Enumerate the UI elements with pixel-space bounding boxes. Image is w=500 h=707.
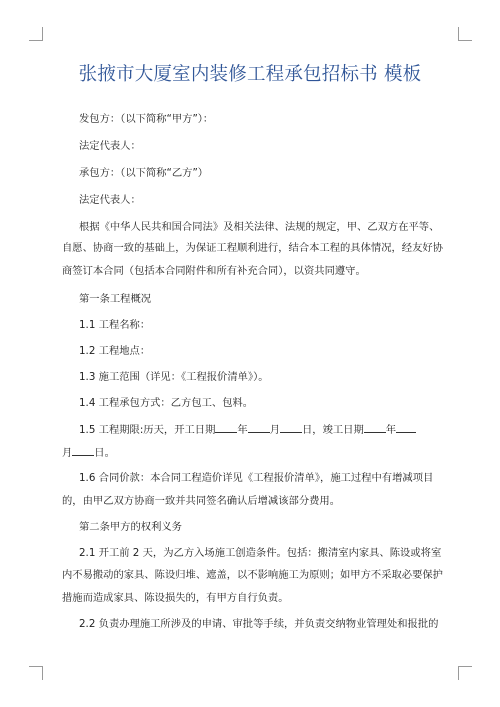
end-year-blank <box>364 422 386 433</box>
clause-1-5-line-1 <box>79 422 416 437</box>
party-a-representative-line: 法定代表人： <box>79 140 141 152</box>
month-label: 月 <box>62 447 73 459</box>
start-year-blank <box>215 422 237 433</box>
party-b-line: 承包方：（以下简称“乙方”） <box>79 167 209 179</box>
start-month-blank <box>248 422 270 433</box>
clause-1-5-line-2 <box>62 445 115 460</box>
clause-1-5-lead: 1.5 工程期限:历天，开工日期 <box>79 424 216 436</box>
party-b-representative-line: 法定代表人： <box>79 194 141 206</box>
month-label: 月 <box>269 424 280 436</box>
clause-1-4: 1.4 工程承包方式：乙方包工、包料。 <box>79 397 254 409</box>
article-1-heading: 第一条工程概况 <box>79 293 152 305</box>
day-label: 日。 <box>94 447 115 459</box>
completion-label: 日，竣工日期 <box>301 424 364 436</box>
clause-1-1: 1.1 工程名称： <box>79 319 151 331</box>
clause-1-2: 1.2 工程地点： <box>79 345 151 357</box>
clause-2-1-line-2: 内不易搬动的家具、陈设归堆、遮盖，以不影响施工为原则；如甲方不采取必要保护 <box>62 569 443 581</box>
year-label: 年 <box>237 424 248 436</box>
start-day-blank <box>280 422 302 433</box>
crop-mark-top-right <box>458 27 472 41</box>
year-label: 年 <box>385 424 397 436</box>
clause-1-6-line-2: 的，由甲乙双方协商一致并共同签名确认后增减该部分费用。 <box>62 495 341 507</box>
clause-2-1-line-1: 2.1 开工前 2 天，为乙方入场施工创造条件。包括：搬清室内家具、陈设或将室 <box>79 547 442 559</box>
crop-mark-top-left <box>29 27 43 41</box>
clause-1-6-line-1: 1.6 合同价款：本合同工程造价详见《工程报价清单》，施工过程中有增减项目 <box>79 472 434 484</box>
clause-2-1-line-3: 措施而造成家具、陈设损失的，有甲方自行负责。 <box>62 592 289 604</box>
end-month-blank <box>396 422 416 433</box>
end-day-blank <box>72 445 94 456</box>
party-a-line: 发包方：（以下简称“甲方”）： <box>79 113 214 125</box>
crop-mark-bottom-right <box>458 666 472 680</box>
preamble-line-3: 商签订本合同（包括本合同附件和所有补充合同），以资共同遵守。 <box>62 265 366 277</box>
preamble-line-2: 自愿、协商一致的基础上，为保证工程顺利进行，结合本工程的具体情况，经友好协 <box>62 242 443 254</box>
crop-mark-bottom-left <box>29 666 43 680</box>
clause-1-3: 1.3 施工范围（详见：《工程报价清单》）。 <box>79 371 269 383</box>
article-2-heading: 第二条甲方的权利义务 <box>79 521 182 533</box>
document-title: 张掖市大厦室内装修工程承包招标书 模板 <box>78 64 422 85</box>
clause-2-2-line-1: 2.2 负责办理施工所涉及的申请、审批等手续，并负责交纳物业管理处和报批的 <box>79 618 439 630</box>
preamble-line-1: 根据《中华人民共和国合同法》及相关法律、法规的规定，甲、乙双方在平等、 <box>79 221 440 233</box>
